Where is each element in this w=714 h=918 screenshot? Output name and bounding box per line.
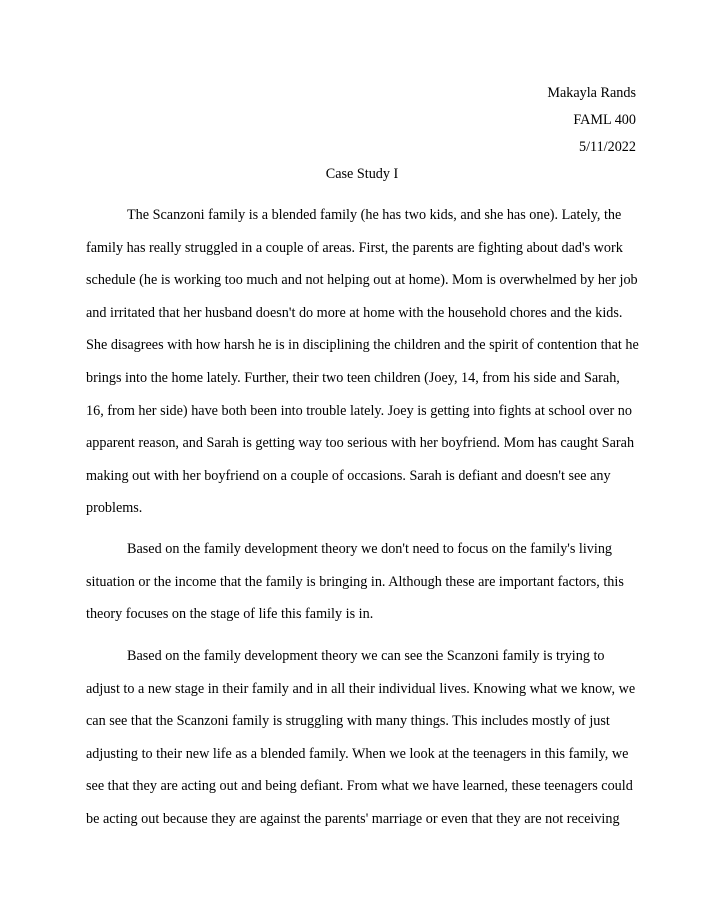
body-paragraph: Based on the family development theory we don't need to focus on the family's living situation or the income that the family is bringing in. Although these are important factors, this theory focuses on the stage of life this family is in. <box>86 541 624 623</box>
author-name: Makayla Rands <box>547 85 636 101</box>
course-code: FAML 400 <box>573 112 636 128</box>
body-paragraph: Based on the family development theory we can see the Scanzoni family is trying to adjust to a new stage in their family and in all their individual lives. Knowing what we know, we can see that the Scanzoni family is struggling with many things. This includes mostly of just adjusting to their new life as a blended family. When we look at the teenagers in this family, we see that they are acting out and being defiant. From what we have learned, these teenagers could be acting out because they are against the parents' marriage or even that they are not receiving <box>86 648 636 827</box>
body-paragraph: The Scanzoni family is a blended family (he has two kids, and she has one). Lately, the family has really struggled in a couple of areas. First, the parents are fighting about dad's work schedule (he is working too much and not helping out at home). Mom is overwhelmed by her job and irritated that her husband doesn't do more at home with the household chores and the kids. She disagrees with how harsh he is in disciplining the children and the spirit of contention that he brings into the home lately. Further, their two teen children (Joey, 14, from his side and Sarah, 16, from her side) have both been into trouble lately. Joey is getting into fights at school over no apparent reason, and Sarah is getting way too serious with her boyfriend. Mom has caught Sarah making out with her boyfriend on a couple of occasions. Sarah is defiant and doesn't see any problems. <box>86 207 639 517</box>
document-title: Case Study I <box>325 166 399 182</box>
document-date: 5/11/2022 <box>578 139 636 155</box>
